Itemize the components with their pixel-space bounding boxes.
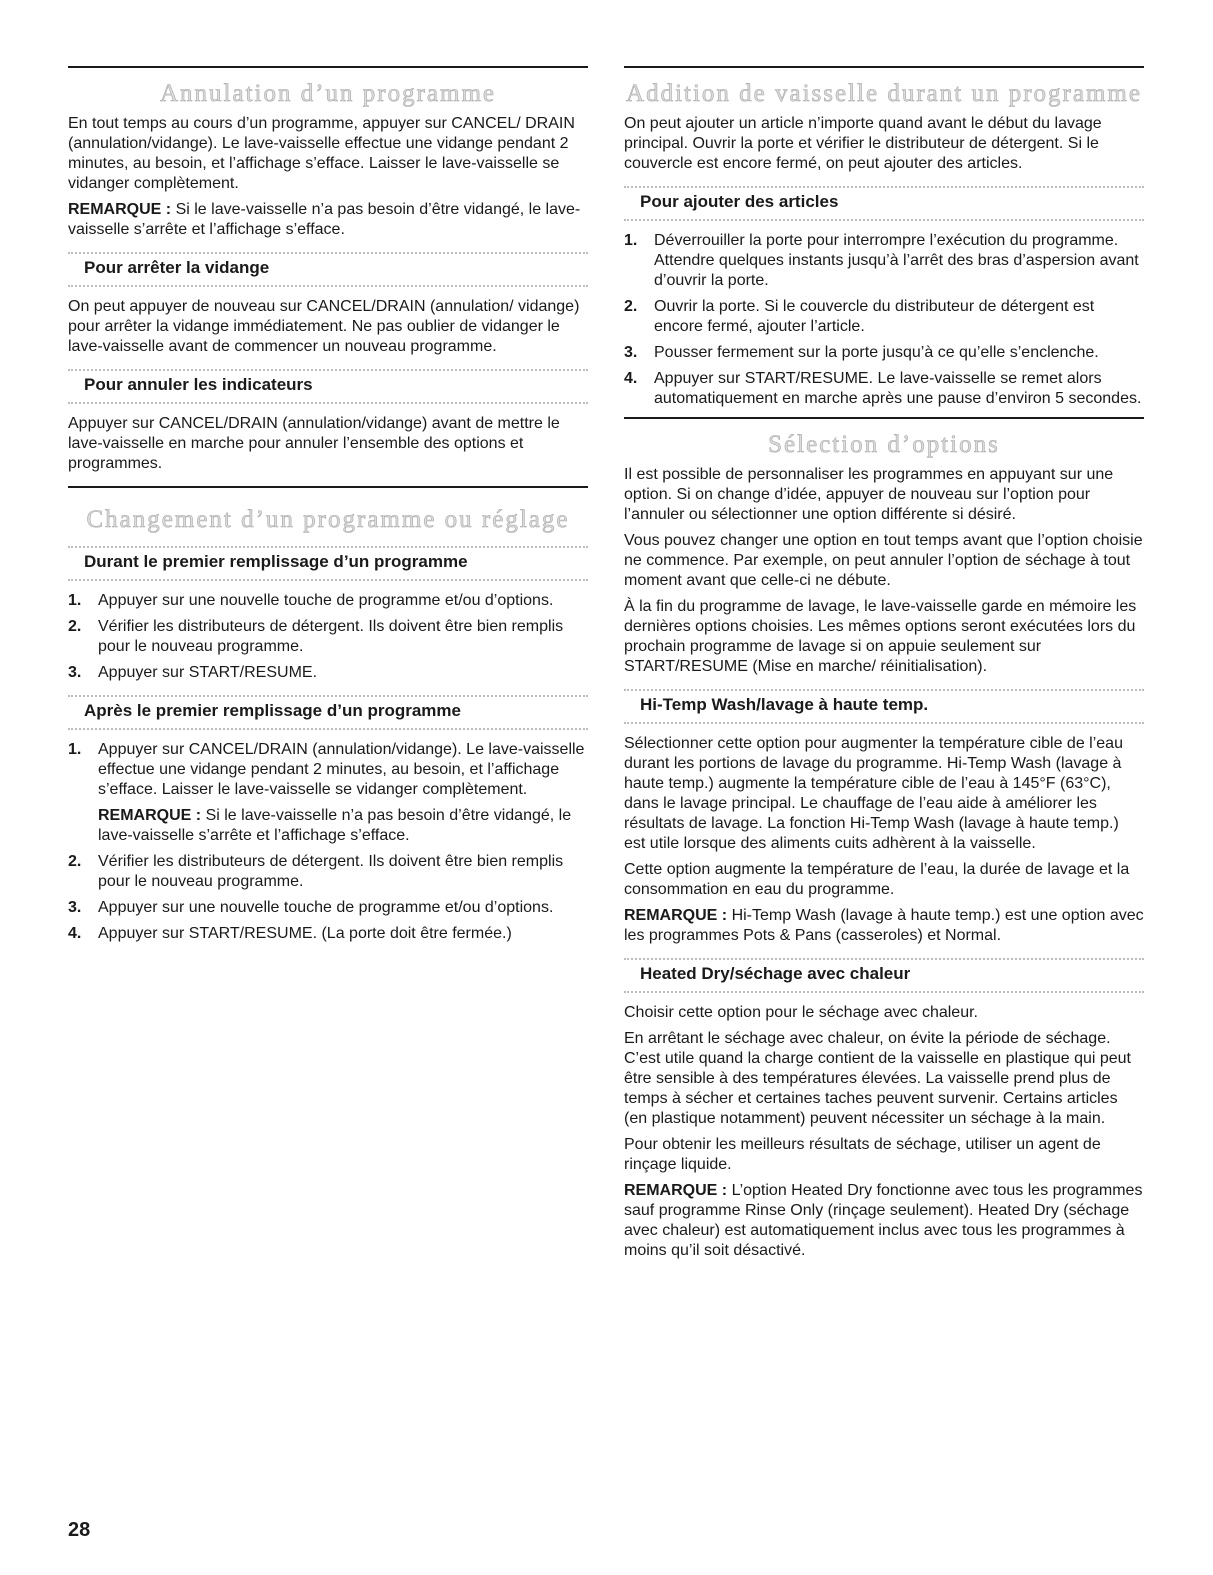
list-item [68, 898, 588, 918]
list-item [68, 591, 588, 611]
note-label: REMARQUE : [68, 201, 172, 218]
step-text: Ouvrir la porte. Si le couvercle du distributeur de détergent est encore fermé, ajouter l’article. [654, 298, 1095, 335]
paragraph: Pour obtenir les meilleurs résultats de séchage, utiliser un agent de rinçage liquide. [624, 1136, 1101, 1173]
list-item [624, 343, 1144, 363]
dotted-divider [68, 579, 588, 581]
step-text: Déverrouiller la porte pour interrompre l’exécution du programme. Attendre quelques instants jusqu’à l’arrêt des bras d’aspersion avant d’ouvrir la porte. [654, 232, 1139, 289]
paragraph: On peut appuyer de nouveau sur CANCEL/DRAIN (annulation/ vidange) pour arrêter la vidange immédiatement. Ne pas oublier de vidanger le lave-vaisselle avant de commencer un nouveau programme. [68, 298, 580, 355]
list-item [68, 740, 588, 846]
list-item [624, 231, 1144, 291]
list-item [624, 369, 1144, 409]
step-number: 3. [624, 344, 638, 361]
subheading-heated-dry: Heated Dry/séchage avec chaleur [640, 964, 911, 983]
section-title-changement: Changement d’un programme ou réglage [86, 506, 570, 533]
subheading-block [624, 186, 1144, 221]
step-number: 4. [624, 370, 638, 387]
section-rule [68, 486, 588, 488]
note-label: REMARQUE : [98, 807, 202, 824]
section-title-addition: Addition de vaisselle durant un programme [626, 80, 1142, 107]
step-text: Appuyer sur CANCEL/DRAIN (annulation/vidange). Le lave-vaisselle effectue une vidange pendant 2 minutes, au besoin, et l’affichage s’efface. Laisser le lave-vaisselle se vidanger complètement. [98, 741, 585, 798]
step-text: Appuyer sur START/RESUME. (La porte doit être fermée.) [98, 925, 512, 942]
section-rule [624, 66, 1144, 68]
steps-list [624, 231, 1144, 409]
subheading-block [68, 252, 588, 287]
dotted-divider [68, 728, 588, 730]
paragraph: Sélectionner cette option pour augmenter la température cible de l’eau durant les portions de lavage du programme. Hi-Temp Wash (lavage à haute temp.) augmente la température cible de l’eau à 145°F (63°C), dans le lavage principal. Le chauffage de l’eau aide à améliorer les résultats de lavage. La fonction Hi-Temp Wash (lavage à haute temp.) est utile lorsque des aliments cuits adhèrent à la vaisselle. [624, 735, 1123, 852]
list-item [68, 852, 588, 892]
dotted-divider [68, 402, 588, 404]
step-text: Appuyer sur une nouvelle touche de programme et/ou d’options. [98, 592, 554, 609]
step-number: 1. [68, 741, 82, 758]
step-number: 4. [68, 925, 82, 942]
paragraph: En tout temps au cours d’un programme, appuyer sur CANCEL/ DRAIN (annulation/vidange). Le lave-vaisselle effectue une vidange pendant 2 minutes, au besoin, et l’affichage s’efface. Laisser le lave-vaisselle se vidanger complètement. [68, 115, 575, 192]
subheading-hi-temp-wash: Hi-Temp Wash/lavage à haute temp. [640, 695, 929, 714]
paragraph: À la fin du programme de lavage, le lave-vaisselle garde en mémoire les dernières options choisies. Les mêmes options seront exécutées lors du prochain programme de lavage si on appuie seulement sur START/RESUME (Mise en marche/ réinitialisation). [624, 598, 1137, 675]
subheading-ajouter-articles: Pour ajouter des articles [640, 192, 839, 211]
subheading-durant-remplissage: Durant le premier remplissage d’un programme [84, 552, 468, 571]
paragraph: Cette option augmente la température de l’eau, la durée de lavage et la consommation en eau du programme. [624, 861, 1130, 898]
subheading-block [68, 546, 588, 581]
steps-list [68, 740, 588, 944]
subheading-block [68, 695, 588, 730]
list-item [68, 617, 588, 657]
subheading-annuler-indicateurs: Pour annuler les indicateurs [84, 375, 313, 394]
right-column [624, 66, 1144, 1267]
left-column [68, 66, 588, 950]
paragraph: On peut ajouter un article n’importe quand avant le début du lavage principal. Ouvrir la porte et vérifier le distributeur de détergent. Si le couvercle est encore fermé, on peut ajouter des articles. [624, 115, 1102, 172]
subheading-block [624, 689, 1144, 724]
step-text: Appuyer sur une nouvelle touche de programme et/ou d’options. [98, 899, 554, 916]
step-number: 1. [624, 232, 638, 249]
note-text: L’option Heated Dry fonctionne avec tous les programmes sauf programme Rinse Only (rinçage seulement). Heated Dry (séchage avec chaleur) est automatiquement inclus avec tous les programmes à moins qu’il soit désactivé. [624, 1182, 1143, 1259]
section-rule [68, 66, 588, 68]
note-text: Si le lave-vaisselle n’a pas besoin d’être vidangé, le lave-vaisselle s’arrête et l’affichage s’efface. [68, 201, 581, 238]
step-number: 2. [68, 853, 82, 870]
step-text: Pousser fermement sur la porte jusqu’à ce qu’elle s’enclenche. [654, 344, 1099, 361]
step-number: 1. [68, 592, 82, 609]
subheading-apres-remplissage: Après le premier remplissage d’un programme [84, 701, 461, 720]
subheading-block [624, 958, 1144, 993]
note-paragraph [624, 906, 1144, 946]
note-label: REMARQUE : [624, 1182, 728, 1199]
step-text: Appuyer sur START/RESUME. Le lave-vaisselle se remet alors automatiquement en marche après une pause d’environ 5 secondes. [654, 370, 1142, 407]
note-paragraph [624, 1181, 1144, 1261]
step-number: 2. [624, 298, 638, 315]
step-text: Vérifier les distributeurs de détergent. Ils doivent être bien remplis pour le nouveau programme. [98, 618, 564, 655]
list-item [624, 297, 1144, 337]
subheading-arreter-vidange: Pour arrêter la vidange [84, 258, 270, 277]
paragraph: Vous pouvez changer une option en tout temps avant que l’option choisie ne commence. Par exemple, on peut annuler l’option de séchage à tout moment avant que celle-ci ne débute. [624, 532, 1143, 589]
subheading-block [68, 369, 588, 404]
section-title-annulation: Annulation d’un programme [159, 80, 497, 107]
steps-list [68, 591, 588, 683]
page-number: 28 [68, 1519, 91, 1541]
section-rule [624, 417, 1144, 419]
step-text: Vérifier les distributeurs de détergent. Ils doivent être bien remplis pour le nouveau programme. [98, 853, 564, 890]
paragraph: Choisir cette option pour le séchage avec chaleur. [624, 1004, 978, 1021]
step-number: 3. [68, 899, 82, 916]
step-text: Appuyer sur START/RESUME. [98, 664, 318, 681]
step-number: 2. [68, 618, 82, 635]
dotted-divider [624, 219, 1144, 221]
note-text: Hi-Temp Wash (lavage à haute temp.) est une option avec les programmes Pots & Pans (casseroles) et Normal. [624, 907, 1144, 944]
note-text: Si le lave-vaisselle n’a pas besoin d’être vidangé, le lave-vaisselle s’arrête et l’affichage s’efface. [98, 807, 572, 844]
step-number: 3. [68, 664, 82, 681]
paragraph: Appuyer sur CANCEL/DRAIN (annulation/vidange) avant de mettre le lave-vaisselle en marche pour annuler l’ensemble des options et programmes. [68, 415, 560, 472]
dotted-divider [68, 285, 588, 287]
paragraph: En arrêtant le séchage avec chaleur, on évite la période de séchage. C’est utile quand la charge contient de la vaisselle en plastique qui peut être sensible à des températures élevées. La vaisselle prend plus de temps à sécher et certaines taches peuvent survenir. Certains articles (en plastique notamment) peuvent nécessiter un séchage à la main. [624, 1030, 1131, 1127]
list-item [68, 663, 588, 683]
note-label: REMARQUE : [624, 907, 728, 924]
step-note [98, 806, 588, 846]
list-item [68, 924, 588, 944]
dotted-divider [624, 991, 1144, 993]
paragraph: Il est possible de personnaliser les programmes en appuyant sur une option. Si on change d’idée, appuyer de nouveau sur l’option pour l’annuler ou sélectionner une option différente si désiré. [624, 466, 1114, 523]
dotted-divider [624, 722, 1144, 724]
section-title-selection: Sélection d’options [768, 431, 1000, 458]
note-paragraph [68, 200, 588, 240]
